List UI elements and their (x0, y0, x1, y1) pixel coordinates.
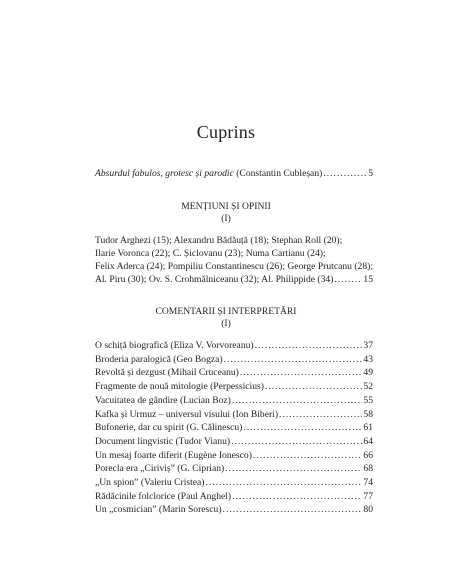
toc-page-number: 66 (363, 449, 373, 461)
toc-entry-mentiuni-last[interactable] (95, 273, 373, 286)
toc-page-number: 64 (363, 435, 373, 447)
section-subheading: (I) (221, 213, 231, 224)
leader-dots (334, 273, 362, 286)
toc-entry-label: Porecla era „Ciriviș” (G. Ciprian) (95, 463, 225, 475)
toc-page-number: 61 (363, 422, 373, 434)
toc-page-number: 5 (368, 168, 373, 179)
toc-text-line: Ilarie Voronca (22); C. Șiclovanu (23); Numa Cartianu (24); (95, 248, 326, 259)
leader-dots (255, 339, 363, 352)
leader-dots (323, 167, 367, 180)
section-subheading: (I) (221, 318, 231, 329)
toc-page-number: 52 (363, 381, 373, 393)
toc-page-number: 58 (363, 408, 373, 420)
leader-dots (240, 366, 363, 379)
toc-entry[interactable] (95, 394, 373, 407)
toc-entry[interactable] (95, 462, 373, 475)
toc-page-number: 77 (363, 490, 373, 502)
toc-entry-label: Bufonerie, dar cu spirit (G. Călinescu) (95, 422, 243, 434)
leader-dots (232, 394, 363, 407)
toc-entry-intro[interactable] (95, 167, 373, 180)
toc-entry[interactable] (95, 366, 373, 379)
leader-dots (224, 353, 363, 366)
toc-entry[interactable] (95, 353, 373, 366)
toc-entry[interactable] (95, 449, 373, 462)
toc-entry[interactable] (95, 435, 373, 448)
page-title: Cuprins (196, 122, 256, 142)
toc-page-number: 49 (363, 367, 373, 379)
toc-page-number: 15 (363, 274, 373, 285)
toc-entry[interactable] (95, 408, 373, 421)
leader-dots (206, 476, 363, 489)
toc-page-number: 68 (363, 463, 373, 475)
toc-page-number: 80 (363, 504, 373, 516)
toc-entry-label: Absurdul fabulos, grotesc și parodic (Constantin Cubleșan) (95, 168, 323, 179)
toc-entry-label: „Un spion” (Valeriu Cristea) (95, 477, 205, 488)
toc-text-line: Tudor Arghezi (15); Alexandru Bădăuță (18); Stephan Roll (20); (95, 235, 343, 246)
leader-dots (243, 421, 362, 434)
toc-entry-label: Revoltă și dezgust (Mihail Cruceanu) (95, 367, 239, 379)
toc-entry-label: Rădăcinile folclorice (Paul Anghel) (95, 490, 232, 502)
toc-entry[interactable] (95, 339, 373, 352)
toc-entry[interactable] (95, 476, 373, 489)
toc-entry-label: Fragmente de nouă mitologie (Perpessicius) (95, 381, 264, 393)
toc-page-number: 37 (363, 340, 373, 351)
toc-entry[interactable] (95, 503, 373, 516)
section-heading-comentarii: COMENTARII ȘI INTERPRETĂRI (155, 306, 297, 317)
toc-entry-label: O schiță biografică (Eliza V. Vorvoreanu) (95, 340, 254, 351)
toc-entry[interactable] (95, 380, 373, 393)
leader-dots (223, 503, 363, 516)
leader-dots (232, 490, 362, 503)
leader-dots (231, 435, 362, 448)
section-heading-mentiuni: MENȚIUNI ȘI OPINII (181, 201, 271, 212)
toc-page-number: 55 (363, 394, 373, 406)
toc-entry-label: Un „cosmician” (Marin Sorescu) (95, 504, 222, 516)
toc-entry-label: Un mesaj foarte diferit (Eugène Ionesco) (95, 449, 252, 461)
toc-entry-label: Document lingvistic (Tudor Vianu) (95, 435, 231, 447)
leader-dots (253, 449, 363, 462)
toc-entry-label: Kafka și Urmuz – universul visului (Ion Biberi) (95, 408, 279, 420)
toc-entry-label: Broderia paralogică (Geo Bogza) (95, 353, 223, 365)
toc-entry[interactable] (95, 490, 373, 503)
leader-dots (279, 408, 362, 421)
toc-entry-label: Vacuitatea de gândire (Lucian Boz) (95, 394, 231, 406)
toc-page-number: 74 (363, 477, 373, 488)
leader-dots (225, 462, 362, 475)
toc-entry[interactable] (95, 421, 373, 434)
leader-dots (265, 380, 362, 393)
toc-page-number: 43 (363, 353, 373, 365)
toc-text-line: Felix Aderca (24); Pompiliu Constantinescu (26); George Prutcanu (28); (95, 261, 373, 272)
toc-entry-label: Al. Piru (30); Ov. S. Crohmălniceanu (32); Al. Philippide (34) (95, 274, 334, 285)
